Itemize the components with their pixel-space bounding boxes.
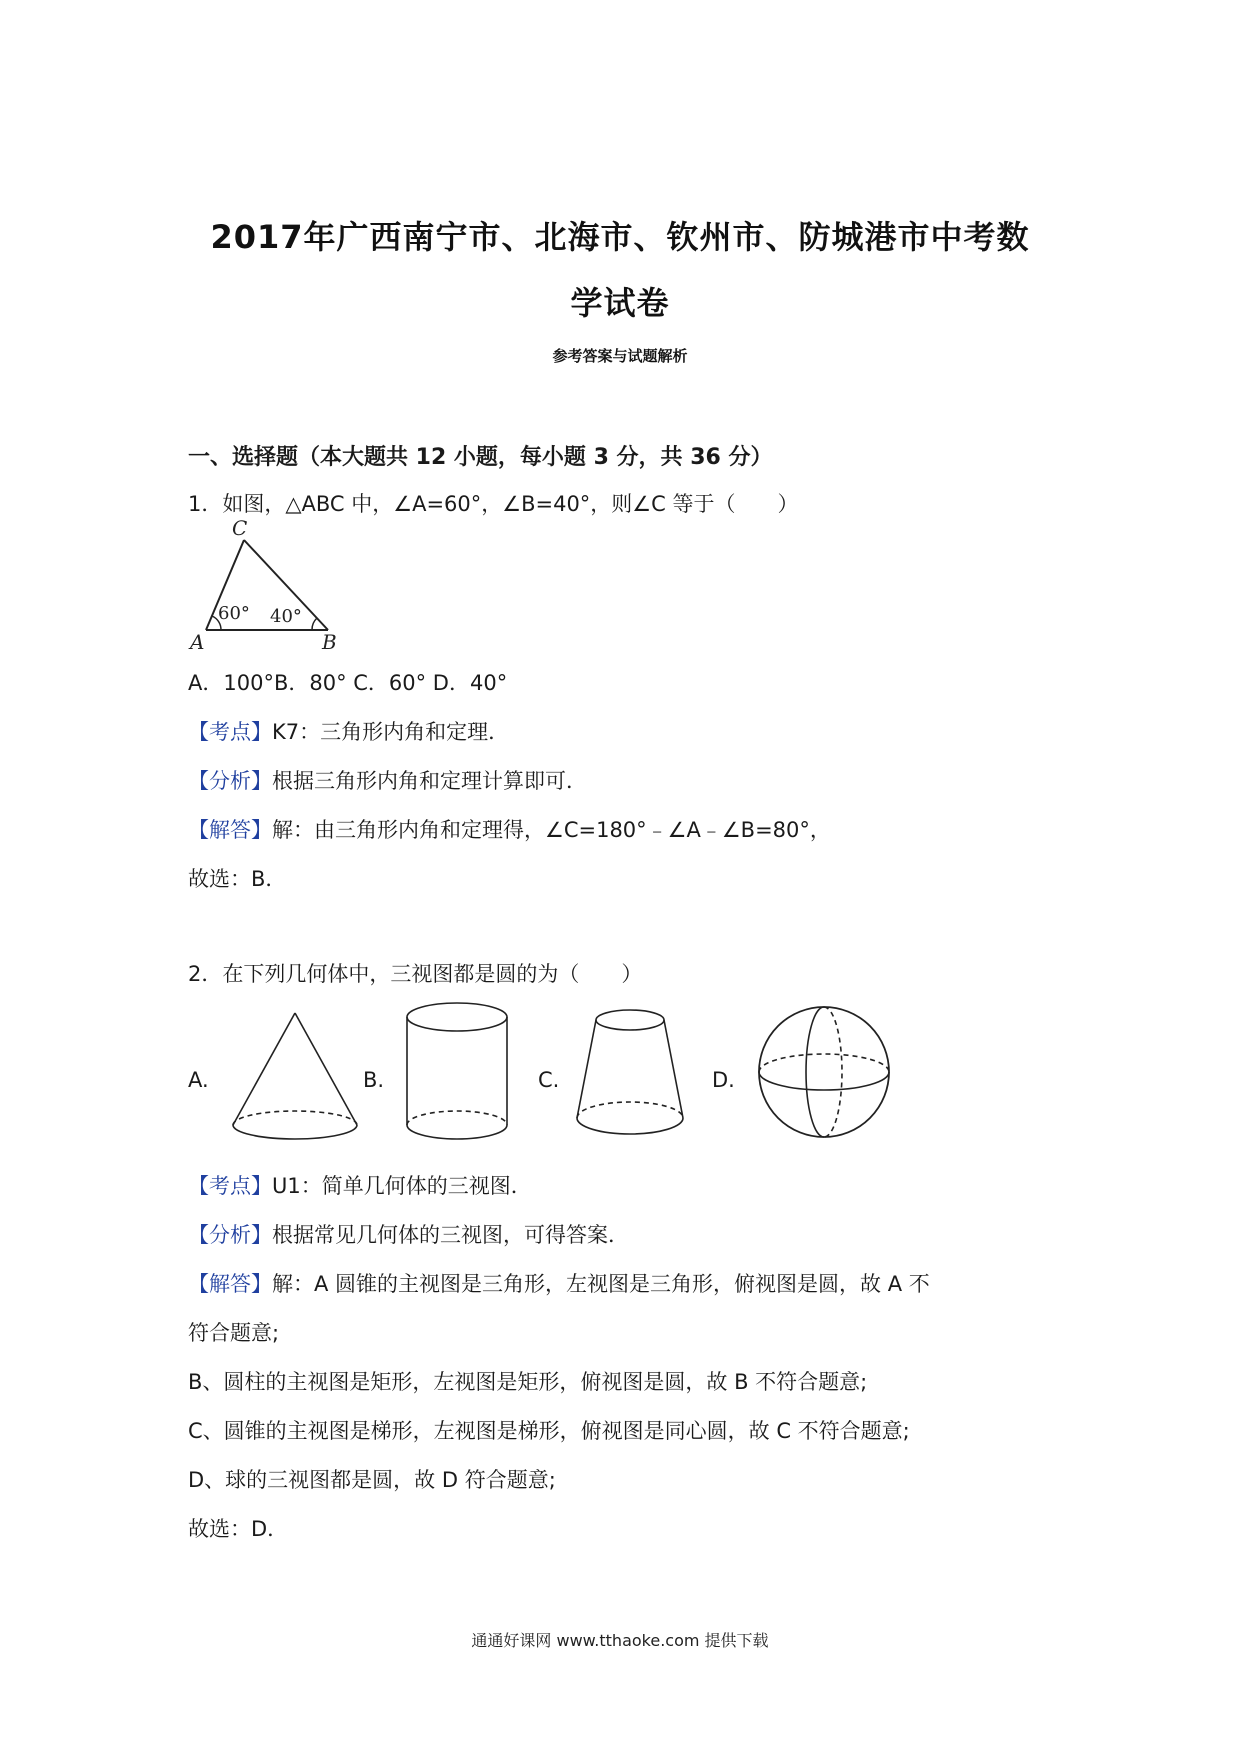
- page-title-line2: 学试卷: [570, 284, 670, 322]
- q2-stem: 2．在下列几何体中，三视图都是圆的为（ ）: [188, 962, 643, 986]
- vertex-b-label: B: [322, 630, 337, 653]
- q1-kaodian: [188, 716, 509, 746]
- q2-option-a-label: A.: [188, 1068, 209, 1092]
- q2-fenxi: [188, 1219, 629, 1249]
- vertex-a-label: A: [190, 630, 205, 653]
- section-heading: 一、选择题（本大题共 12 小题，每小题 3 分，共 36 分）: [188, 445, 773, 470]
- q2-option-b-label: B.: [363, 1068, 385, 1092]
- fenxi-text: 根据三角形内角和定理计算即可．: [272, 769, 587, 793]
- q2-jieda: [188, 1268, 930, 1298]
- kaodian-text: U1：简单几何体的三视图．: [272, 1174, 532, 1198]
- vertex-c-label: C: [232, 518, 248, 540]
- q1-fenxi: [188, 765, 587, 795]
- q2-line-d: D、球的三视图都是圆，故 D 符合题意;: [188, 1468, 556, 1492]
- frustum-icon: [570, 1000, 690, 1150]
- q2-line-b: B、圆柱的主视图是矩形，左视图是矩形，俯视图是圆，故 B 不符合题意;: [188, 1370, 868, 1394]
- fenxi-text: 根据常见几何体的三视图，可得答案．: [272, 1223, 629, 1247]
- q2-option-d-label: D.: [712, 1068, 735, 1092]
- q2-line-c: C、圆锥的主视图是梯形，左视图是梯形，俯视图是同心圆，故 C 不符合题意;: [188, 1419, 910, 1443]
- angle-a-label: 60°: [218, 603, 250, 624]
- q2-kaodian: [188, 1170, 532, 1200]
- jieda-text: 解：由三角形内角和定理得，∠C=180°﹣∠A﹣∠B=80°，: [272, 818, 831, 842]
- jieda-text: 解：A 圆锥的主视图是三角形，左视图是三角形，俯视图是圆，故 A 不: [272, 1272, 930, 1296]
- kaodian-tag: 【考点】: [188, 720, 272, 744]
- jieda-tag: 【解答】: [188, 818, 272, 842]
- q2-jieda-continued: 符合题意;: [188, 1321, 280, 1345]
- fenxi-tag: 【分析】: [188, 769, 272, 793]
- jieda-tag: 【解答】: [188, 1272, 272, 1296]
- q1-stem: 1．如图，△ABC 中，∠A=60°，∠B=40°，则∠C 等于（ ）: [188, 492, 799, 516]
- page-footer: 通通好课网 www.tthaoke.com 提供下载: [471, 1631, 769, 1650]
- q2-answer: 故选：D．: [188, 1517, 289, 1541]
- q1-answer: 故选：B．: [188, 867, 287, 891]
- triangle-figure: [188, 518, 348, 653]
- page-title-line1: 2017年广西南宁市、北海市、钦州市、防城港市中考数: [210, 218, 1030, 256]
- fenxi-tag: 【分析】: [188, 1223, 272, 1247]
- kaodian-tag: 【考点】: [188, 1174, 272, 1198]
- angle-b-label: 40°: [270, 606, 302, 627]
- page-subtitle: 参考答案与试题解析: [552, 347, 688, 365]
- sphere-icon: [752, 1000, 897, 1145]
- q1-jieda: [188, 814, 831, 844]
- q2-option-c-label: C.: [538, 1068, 560, 1092]
- cone-icon: [228, 1005, 363, 1155]
- cylinder-icon: [400, 995, 515, 1155]
- q1-options: A．100°B．80° C．60° D．40°: [188, 671, 508, 695]
- kaodian-text: K7：三角形内角和定理．: [272, 720, 510, 744]
